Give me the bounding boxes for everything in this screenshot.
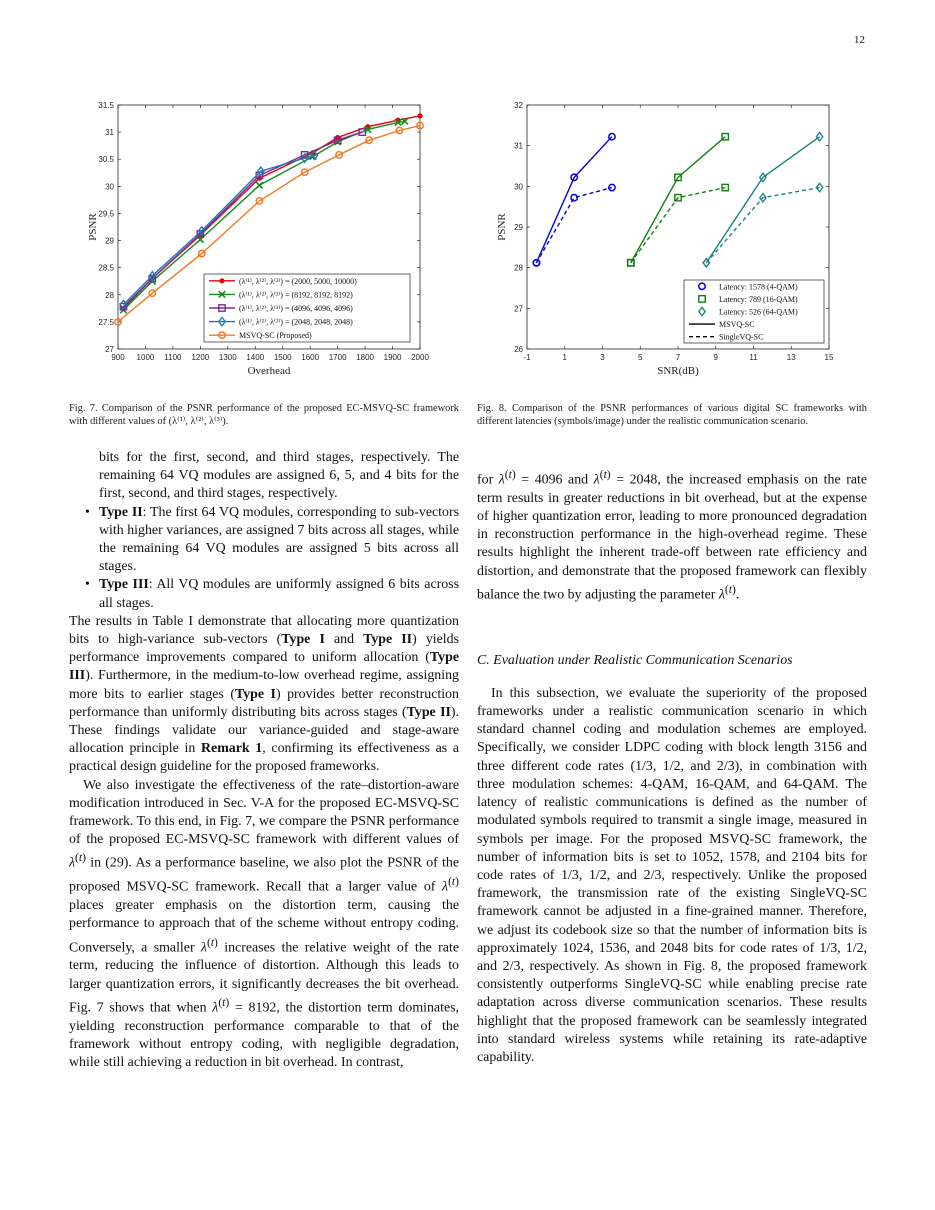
section-heading: C. Evaluation under Realistic Communication Scenarios [477,652,793,668]
legend-label: Latency: 789 (16-QAM) [719,294,798,304]
x-tick-label: 11 [749,353,758,362]
x-axis-label: SNR(dB) [657,365,699,377]
x-tick-label: 5 [638,353,643,362]
x-tick-label: 1900 [383,353,402,362]
legend [204,274,410,342]
x-tick-label: 1600 [301,353,320,362]
x-axis-label: Overhead [247,365,291,377]
paragraph: for $\lambda^{(t)} = 4096$ and $\lambda^{(t)} = 2048$, the increased emphasis on the rate term results in greater reductions in bit overhead, but at the expense of higher quantization error, leading to more pronounced degradation in reconstruction performance in the high-overhead regime. These results highlight the inherent trade-off between rate efficiency and distortion, and demonstrate that the proposed framework can flexibly balance the two by adjusting the parameter $\lambda^{(t)}$. [477,468,868,603]
paragraph: In this subsection, we evaluate the superiority of the proposed frameworks under a realistic communication scenario in which standard channel coding and modulation schemes are employed. Specifically, we consider LDPC coding with block length 3156 and three different code rates (1/3, 1/2, and 2/3), in combination with three modulation schemes: 4-QAM, 16-QAM, and 64-QAM. The latency of realistic communications is defined as the number of modulated symbols required to transmit a single image, measured in symbols per image. For the proposed MSVQ-SC framework, the number of information bits is set to 1052, 1578, and 2104 bits for code rates of 1/3, 1/2, and 2/3, respectively. Unlike the proposed framework, the transmission rate of the existing SingleVQ-SC framework cannot be adjusted in a fine-grained manner. Therefore, we adjust its codebook size so that the number of information bits is approximately 1024, 1536, and 2048 bits for code rates of 1/3, 1/2, and 2/3, respectively. As shown in Fig. 8, the proposed framework consistently outperforms SingleVQ-SC while enabling precise rate adaptation across diverse communication scenarios. These results highlight that the proposed framework can be seamlessly integrated into standard wireless systems while retaining its rate-adaptive capability. [477,685,867,1065]
y-tick-label: 30 [514,182,523,192]
y-tick-label: 31 [514,141,523,151]
right-column [477,466,867,1067]
paragraph: The results in Table I demonstrate that allocating more quantization bits to high-variance sub-vectors (Type I and Type II) yields performance improvements compared to uniform allocation (Type III). Furthermore, in the medium-to-low overhead regime, assigning more bits to earlier stages (Type I) provides better reconstruction performance than uniformly distributing bits across stages (Type II). These findings validate our variance-guided and stage-aware allocation principle in Remark 1, confirming its effectiveness as a practical design guideline for the proposed frameworks. [69,613,459,775]
left-column [69,449,459,1072]
y-tick-label: 27.5 [98,317,114,327]
paragraph: bits for the first, second, and third stages, respectively. The remaining 64 VQ modules are assigned 6, 5, and 4 bits for the first, second, and third stages, respectively. [99,450,459,502]
y-tick-label: 30.5 [98,155,114,165]
legend-label: (λ⁽¹⁾, λ⁽²⁾, λ⁽³⁾) = (8192, 8192, 8192) [239,290,353,300]
list-item: • Type II: The first 64 VQ modules, corresponding to sub-vectors with higher variances, are assigned 7 bits across all stages, while the remaining 64 VQ modules are assigned 5 bits across all stages. [85,504,459,575]
x-tick-label: 3 [600,353,605,362]
x-tick-label: 1000 [136,353,155,362]
data-point [417,113,422,118]
y-tick-label: 29 [514,223,523,232]
x-tick-label: 1 [562,353,567,362]
page-number: 12 [854,34,865,46]
y-tick-label: 28 [105,290,114,300]
y-tick-label: 29 [105,236,114,246]
y-tick-label: 27 [105,345,114,354]
bullet-list [69,504,459,613]
legend-label: Latency: 526 (64-QAM) [719,307,798,317]
y-tick-label: 29.5 [98,209,114,219]
legend-label: MSVQ-SC (Proposed) [239,331,312,341]
figure-7-chart [70,95,450,385]
y-tick-label: 31 [105,128,114,138]
legend-label: MSVQ-SC [719,320,755,330]
legend [684,280,824,343]
y-tick-label: 26 [514,345,523,354]
x-tick-label: 1100 [164,353,182,362]
x-tick-label: 1500 [273,353,292,362]
x-tick-label: 1200 [191,353,210,362]
figure-8 [480,95,860,385]
paragraph: We also investigate the effectiveness of the rate–distortion-aware modification introduced in Sec. V-A for the proposed EC-MSVQ-SC framework. To this end, in Fig. 7, we compare the PSNR performance of the proposed EC-MSVQ-SC framework with different values of $\lambda^{(t)}$ in (29). As a performance baseline, we also plot the PSNR of the proposed MSVQ-SC framework. Recall that a larger value of $\lambda^{(t)}$ places greater emphasis on the distortion term, causing the performance to approach that of the scheme without entropy coding. Conversely, a smaller $\lambda^{(t)}$ increases the relative weight of the rate term, reducing the influence of distortion. Although this leads to larger quantization errors, it significantly decreases the bit overhead. Fig. 7 shows that when $\lambda^{(t)} = 8192$, the distortion term dominates, yielding reconstruction performance comparable to that of the framework without entropy coding, with negligible degradation, while still achieving a reduction in bit overhead. In contrast, [69,777,459,1070]
x-tick-label: 7 [675,353,681,362]
y-tick-label: 30 [105,182,114,192]
figure-7 [70,95,450,385]
legend-label: Latency: 1578 (4-QAM) [719,282,798,292]
figure-8-caption: Fig. 8. Comparison of the PSNR performances of various digital SC frameworks with different latencies (symbols/image) under the realistic communication scenario. [477,403,867,427]
x-tick-label: -1 [523,353,531,362]
figure-8-chart [480,95,860,385]
y-tick-label: 28 [514,263,523,273]
y-tick-label: 32 [514,101,523,110]
x-tick-label: 9 [713,353,718,362]
x-tick-label: 1800 [356,353,374,362]
y-axis-label: PSNR [87,213,99,241]
figure-7-caption: Fig. 7. Comparison of the PSNR performance of the proposed EC-MSVQ-SC framework with different values of (λ⁽¹⁾, λ⁽²⁾, λ⁽³⁾). [69,403,459,427]
x-tick-label: 2000 [411,353,429,362]
legend-label: (λ⁽¹⁾, λ⁽²⁾, λ⁽³⁾) = (2048, 2048, 2048) [239,317,353,327]
legend-label: (λ⁽¹⁾, λ⁽²⁾, λ⁽³⁾) = (4096, 4096, 4096) [239,304,353,313]
x-tick-label: 1300 [218,353,237,362]
y-axis-label: PSNR [496,213,508,241]
y-tick-label: 31.5 [98,101,114,110]
legend-marker [219,278,224,283]
y-tick-label: 27 [514,304,523,314]
x-tick-label: 13 [786,353,796,362]
x-tick-label: 1400 [246,353,265,362]
x-tick-label: 1700 [328,353,347,362]
legend-label: SingleVQ-SC [719,332,764,342]
list-item: • Type III: All VQ modules are uniformly assigned 6 bits across all stages. [85,577,459,611]
y-tick-label: 28.5 [98,263,114,273]
legend-label: (λ⁽¹⁾, λ⁽²⁾, λ⁽³⁾) = (2000, 5000, 10000) [239,276,357,286]
x-tick-label: 900 [111,353,125,362]
x-tick-label: 15 [824,353,834,362]
